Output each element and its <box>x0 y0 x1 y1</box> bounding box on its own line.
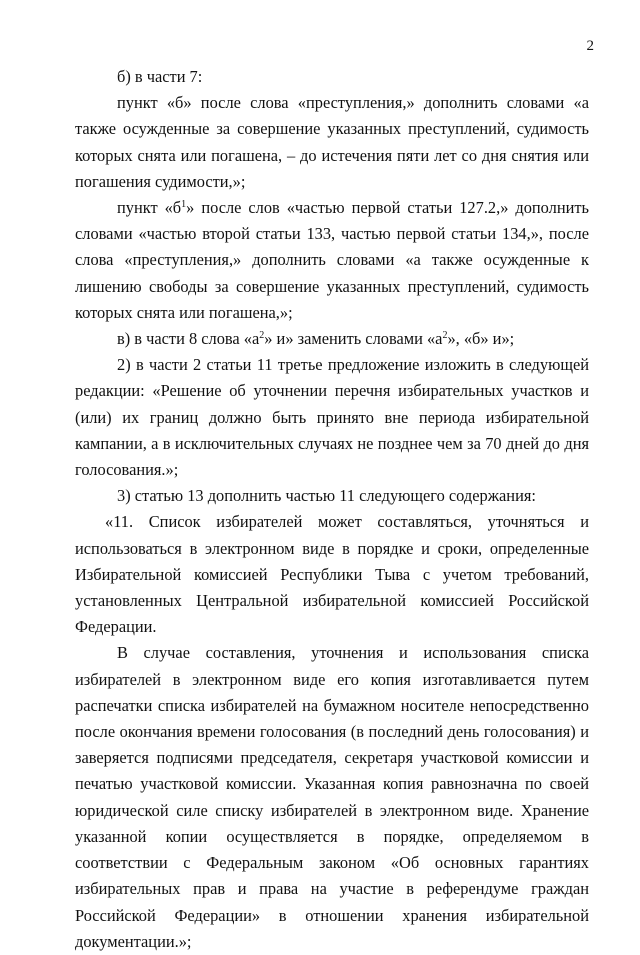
page-number: 2 <box>586 38 594 54</box>
superscript: 2 <box>442 330 448 342</box>
document-body <box>75 64 589 955</box>
paragraph-part-11: «11. Список избирателей может составляться, уточняться и использоваться в электронном виде в порядке и сроки, определенные Избирательной комиссией Республики Тыва с учетом требований, установленных Центральной избирательной комиссией Российской Федерации. <box>75 512 589 637</box>
paragraph-item-b: пункт «б» после слова «преступления,» дополнить словами «а также осужденные за совершение указанных преступлений, судимость которых снята или погашена, – до истечения пяти лет со дня снятия или погашения судимости,»; <box>75 93 589 191</box>
paragraph-part-7-header: б) в части 7: <box>117 67 203 86</box>
paragraph-article-11: 2) в части 2 статьи 11 третье предложение изложить в следующей редакции: «Решение об уточнении перечня избирательных участков и (или) их границ должно быть принято вне периода избирательной кампании, а в исключительных случаях не позднее чем за 70 дней до дня голосования.»; <box>75 355 589 480</box>
paragraph-electronic-list-copy: В случае составления, уточнения и использования списка избирателей в электронном виде его копия изготавливается путем распечатки списка избирателей на бумажном носителе непосредственно после окончания времени голосования (в последний день голосования) и заверяется подписями председателя, секретаря участковой комиссии и печатью участковой комиссии. Указанная копия равнозначна по своей юридической силе списку избирателей в электронном виде. Хранение указанной копии осуществляется в порядке, определяемом в соответствии с Федеральным законом «Об основных гарантиях избирательных прав и права на участие в референдуме граждан Российской Федерации» в отношении хранения избирательной документации.»; <box>75 643 589 951</box>
paragraph-part-8: в) в части 8 слова «$а^2$» и» заменить словами «$а^2$», «б» и»; <box>117 329 515 349</box>
superscript: 2 <box>259 330 265 342</box>
paragraph-article-13: 3) статью 13 дополнить частью 11 следующего содержания: <box>117 486 536 506</box>
paragraph-item-b1: пункт «$б^1$» после слов «частью первой статьи 127.2,» дополнить словами «частью второй статьи 133, частью первой статьи 134,», после слова «преступления,» дополнить словами «а также осужденные к лишению свободы за совершение указанных преступлений, судимость которых снята или погашена,»; <box>75 198 590 322</box>
superscript: 1 <box>181 199 187 211</box>
